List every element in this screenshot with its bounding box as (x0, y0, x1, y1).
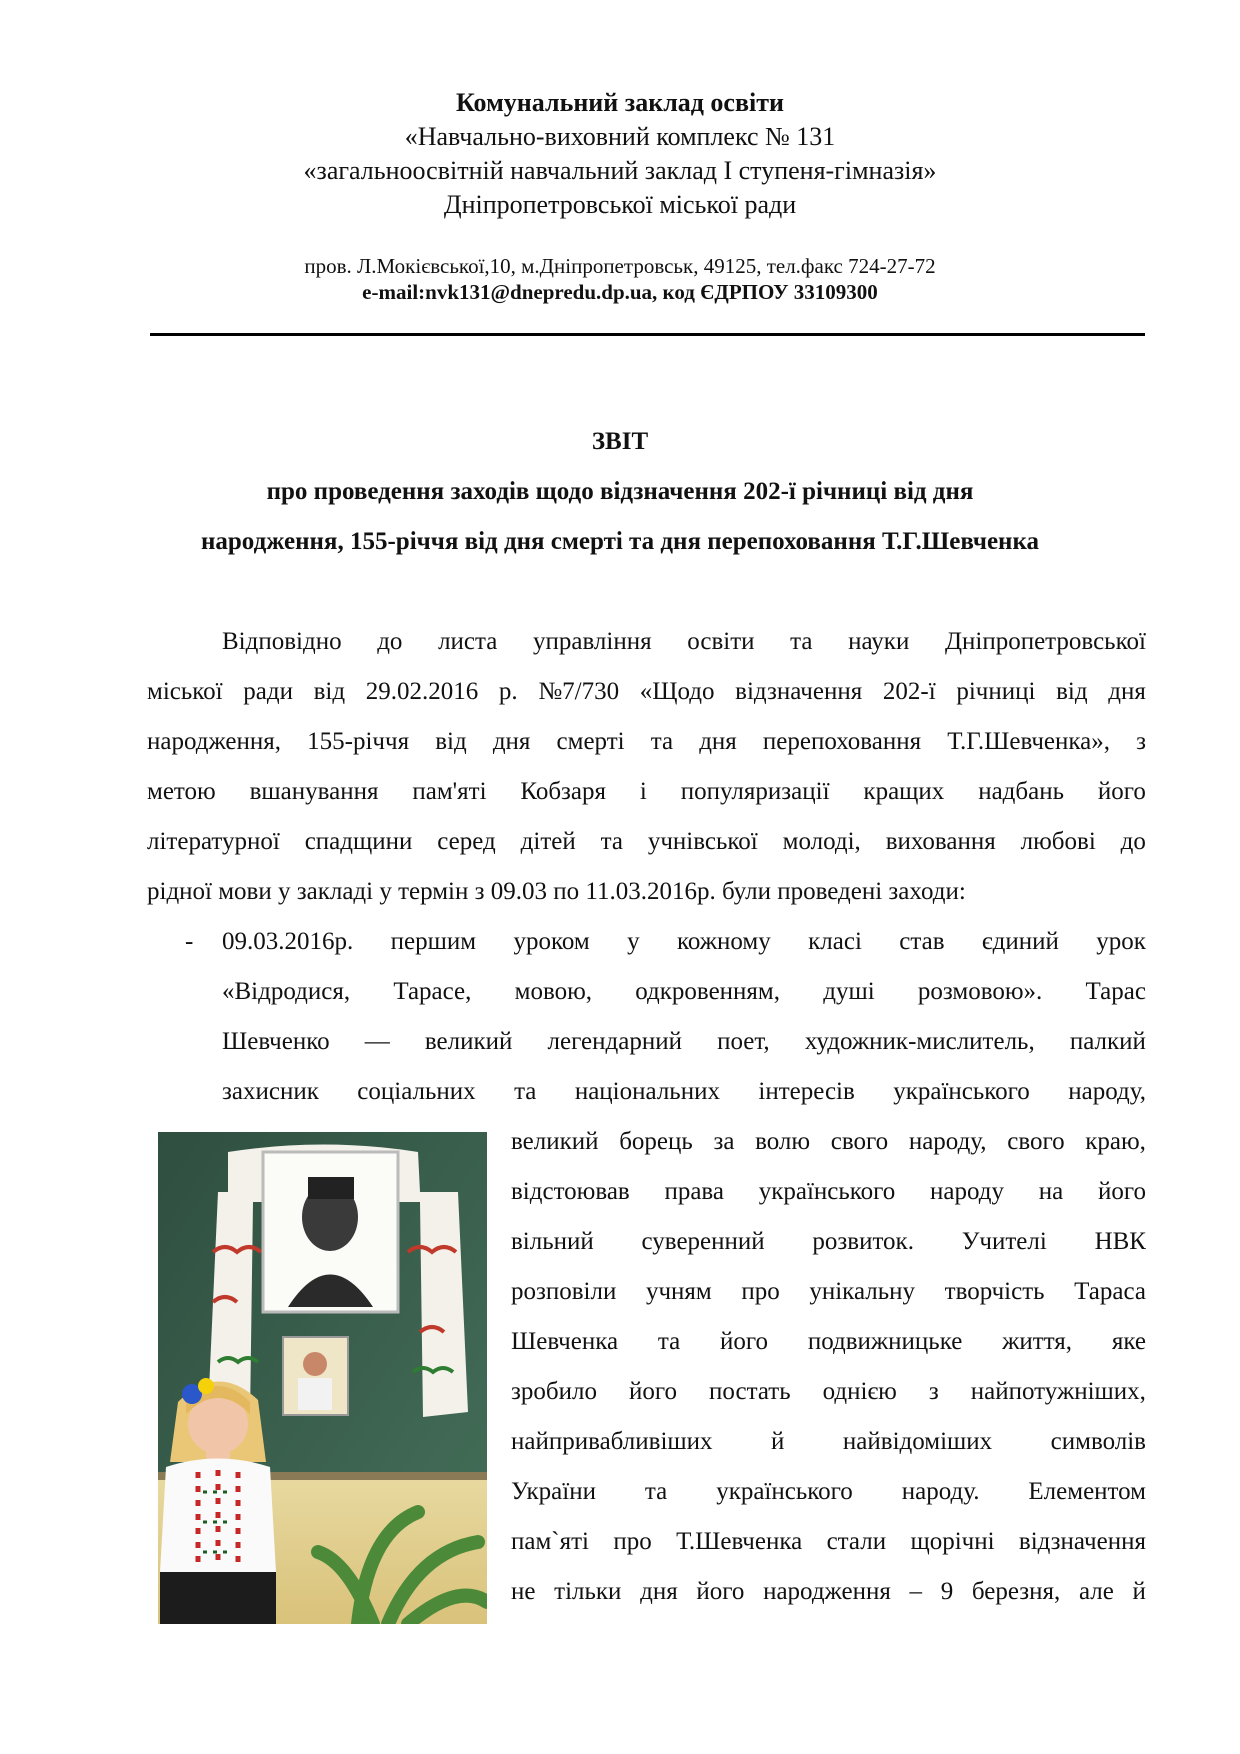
side-line: України та українського народу. Елементом (511, 1478, 1146, 1505)
address-line: пров. Л.Мокієвської,10, м.Дніпропетровськ, 49125, тел.факс 724-27-72 (304, 254, 936, 278)
bullet-line: 09.03.2016р. першим уроком у кожному класі став єдиний урок (222, 928, 1146, 955)
bullet-marker: - (185, 928, 194, 955)
header-divider (150, 333, 1145, 336)
intro-line: рідної мови у закладі у термін з 09.03 по 11.03.2016р. були проведені заходи: (147, 878, 966, 905)
report-subtitle-2: народження, 155-річчя від дня смерті та дня перепоховання Т.Г.Шевченка (201, 528, 1039, 555)
bullet-line: Шевченко — великий легендарний поет, художник-мислитель, палкий (222, 1028, 1146, 1055)
intro-line: літературної спадщини серед дітей та учнівської молоді, виховання любові до (147, 828, 1146, 855)
bullet-line: захисник соціальних та національних інтересів українського народу, (222, 1078, 1146, 1105)
side-line: вільний суверенний розвиток. Учителі НВК (511, 1228, 1146, 1255)
report-subtitle-1: про проведення заходів щодо відзначення 202-ї річниці від дня (266, 478, 974, 505)
intro-line: народження, 155-річчя від дня смерті та дня перепоховання Т.Г.Шевченка», з (147, 728, 1146, 755)
side-line: пам`яті про Т.Шевченка стали щорічні відзначення (511, 1528, 1146, 1555)
side-line: найпривабливіших й найвідоміших символів (511, 1428, 1146, 1455)
intro-line: Відповідно до листа управління освіти та науки Дніпропетровської (222, 628, 1146, 655)
side-line: зробило його постать однією з найпотужніших, (511, 1378, 1146, 1405)
council-name: Дніпропетровської міської ради (443, 190, 797, 219)
event-photo (158, 1132, 487, 1624)
intro-line: метою вшанування пам'яті Кобзаря і популяризації кращих надбань його (147, 778, 1146, 805)
report-title: ЗВІТ (591, 428, 649, 455)
school-type: «загальноосвітній навчальний заклад І ступеня-гімназія» (303, 156, 937, 185)
side-line: Шевченка та його подвижницьке життя, яке (511, 1328, 1146, 1355)
org-name: Комунальний заклад освіти (456, 88, 784, 117)
bullet-line: «Відродися, Тарасе, мовою, одкровенням, душі розмовою». Тарас (222, 978, 1146, 1005)
side-line: не тільки дня його народження – 9 березня, але й (511, 1578, 1146, 1605)
complex-name: «Навчально-виховний комплекс № 131 (404, 122, 836, 151)
side-line: відстоював права українського народу на його (511, 1178, 1146, 1205)
contacts-line: e-mail:nvk131@dnepredu.dp.ua, код ЄДРПОУ 33109300 (362, 280, 878, 304)
intro-line: міської ради від 29.02.2016 р. №7/730 «Щодо відзначення 202-ї річниці від дня (147, 678, 1146, 705)
side-line: розповіли учням про унікальну творчість Тараса (511, 1278, 1146, 1305)
side-line: великий борець за волю свого народу, свого краю, (511, 1128, 1146, 1155)
